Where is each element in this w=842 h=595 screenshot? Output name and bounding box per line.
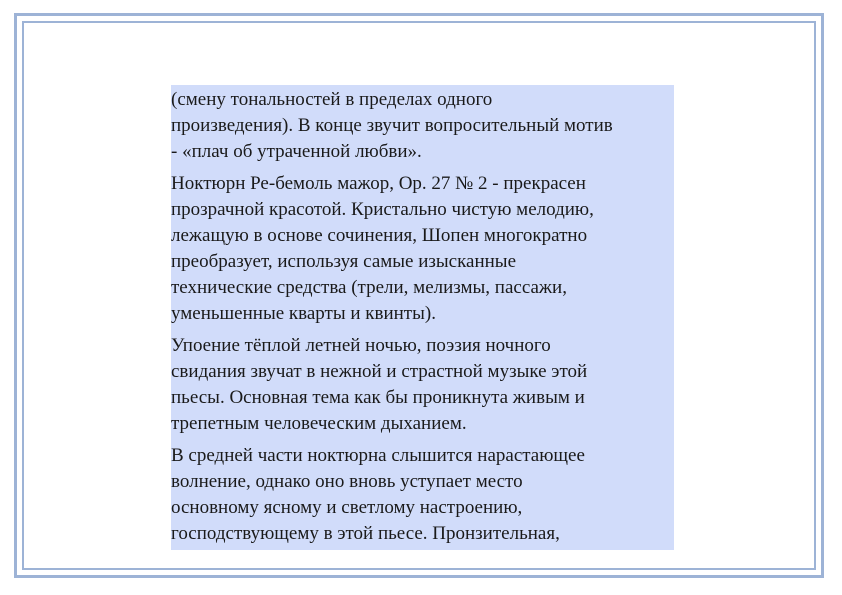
- paragraph-3: Упоение тёплой летней ночью, поэзия ночного свидания звучат в нежной и страстной музыке этой пьесы. Основная тема как бы проникнута живым и трепетным человеческим дыханием.: [171, 335, 588, 434]
- paragraph-4: В средней части ноктюрна слышится нарастающее волнение, однако оно вновь уступает место основному ясному и светлому настроению, господствующему в этой пьесе. Пронзительная,: [171, 445, 585, 544]
- paragraph-1: (смену тональностей в пределах одного произведения). В конце звучит вопросительный мотив - «плач об утраченной любви».: [171, 89, 613, 162]
- text-box: [171, 85, 674, 550]
- paragraph-2: Ноктюрн Ре-бемоль мажор, Ор. 27 № 2 - прекрасен прозрачной красотой. Кристально чистую мелодию, лежащую в основе сочинения, Шопен многократно преобразует, используя самые изысканные технические средства (трели, мелизмы, пассажи, уменьшенные кварты и квинты).: [171, 173, 594, 324]
